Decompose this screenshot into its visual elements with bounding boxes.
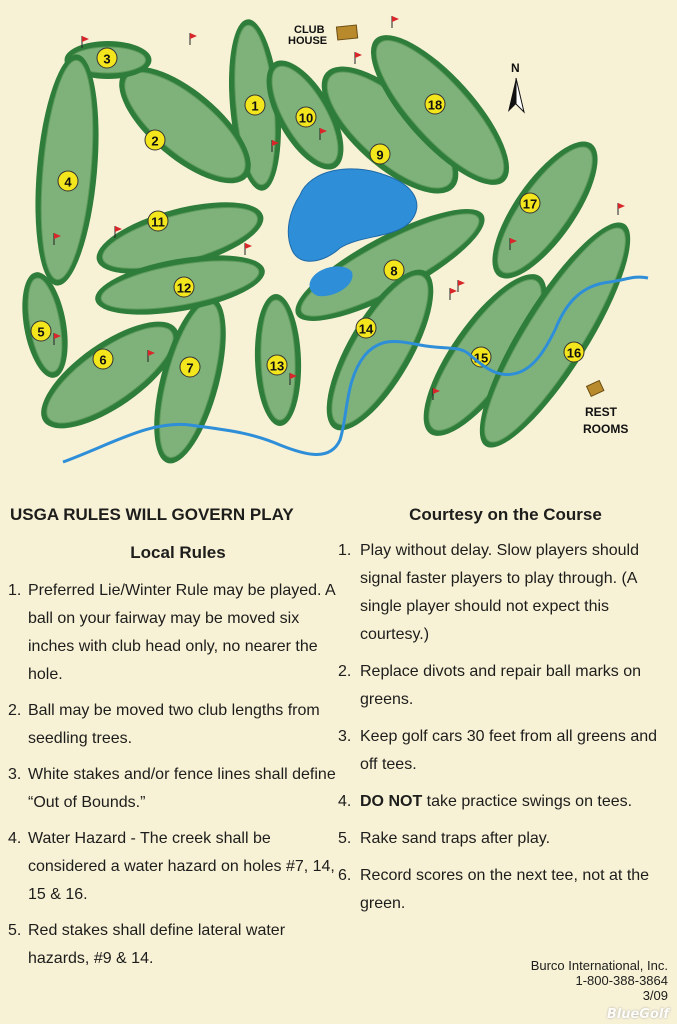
usga-heading: USGA RULES WILL GOVERN PLAY — [10, 505, 294, 524]
right-column — [338, 505, 673, 927]
hole-number: 3 — [103, 51, 111, 67]
hole-number: 14 — [358, 321, 374, 337]
rule-number: 3. — [338, 728, 352, 745]
rule-emphasis: DO NOT — [360, 793, 423, 810]
local-rule-item — [8, 825, 338, 909]
north-arrow-icon — [508, 61, 524, 112]
publisher-name: Burco International, Inc. — [530, 958, 668, 973]
courtesy-item — [338, 723, 673, 779]
clubhouse-label-line1: CLUB — [294, 24, 325, 36]
rule-number: 5. — [8, 922, 22, 939]
left-column — [8, 505, 338, 981]
watermark: BlueGolf — [606, 1007, 669, 1022]
rule-text: Red stakes shall define lateral water hazards, #9 & 14. — [28, 922, 286, 967]
courtesy-item — [338, 788, 673, 816]
rule-number: 2. — [338, 663, 352, 680]
flag-icon — [450, 288, 457, 294]
courtesy-item — [338, 825, 673, 853]
rule-text: Ball may be moved two club lengths from seedling trees. — [28, 702, 320, 747]
hole-7 — [140, 288, 241, 471]
hole-number: 2 — [151, 133, 159, 149]
hole-number: 18 — [427, 97, 443, 113]
hole-number: 13 — [269, 358, 285, 374]
local-rule-item — [8, 917, 338, 973]
rule-number: 1. — [338, 542, 352, 559]
rule-text: Play without delay. Slow players should signal faster players to play through. (A single player should not expect this courtesy.) — [360, 542, 639, 643]
north-label: N — [511, 61, 520, 75]
rule-number: 4. — [8, 830, 22, 847]
rule-number: 6. — [338, 867, 352, 884]
flag-icon — [618, 203, 625, 209]
rule-number: 5. — [338, 830, 352, 847]
local-rules-list — [8, 577, 338, 973]
local-rules-heading: Local Rules — [130, 543, 226, 562]
courtesy-item — [338, 658, 673, 714]
local-rule-item — [8, 697, 338, 753]
courtesy-list — [338, 537, 673, 918]
rule-number: 4. — [338, 793, 352, 810]
flag-icon — [392, 16, 399, 22]
flag-icon — [355, 52, 362, 58]
restrooms-icon — [587, 381, 604, 397]
rule-number: 2. — [8, 702, 22, 719]
hole-number: 16 — [566, 345, 582, 361]
courtesy-item — [338, 537, 673, 649]
hole-number: 8 — [390, 263, 398, 279]
hole-number: 5 — [37, 324, 45, 340]
hole-number: 12 — [176, 280, 192, 296]
rule-text: Water Hazard - The creek shall be considered a water hazard on holes #7, 14, 15 & 16. — [28, 830, 335, 903]
rule-text: Record scores on the next tee, not at the green. — [360, 867, 650, 912]
hole-number: 10 — [298, 110, 314, 126]
hole-5 — [15, 269, 75, 382]
courtesy-heading: Courtesy on the Course — [409, 505, 602, 524]
hole-number: 11 — [151, 214, 165, 230]
hole-number: 17 — [522, 196, 538, 212]
hole-13 — [253, 293, 304, 427]
restrooms-label-line1: REST — [585, 405, 618, 419]
publisher-date: 3/09 — [642, 988, 668, 1003]
rule-text — [360, 788, 673, 816]
publisher-phone: 1-800-388-3864 — [575, 973, 668, 988]
rule-number: 3. — [8, 766, 22, 783]
hole-number: 7 — [186, 360, 194, 376]
flag-icon — [458, 280, 465, 286]
rule-text-rest: take practice swings on tees. — [422, 793, 633, 810]
rule-text: Replace divots and repair ball marks on greens. — [360, 663, 642, 708]
flag-icon — [190, 33, 197, 39]
local-rule-item — [8, 577, 338, 689]
flag-icon — [82, 36, 89, 42]
hole-number: 1 — [251, 98, 259, 114]
hole-4 — [27, 52, 107, 288]
hole-number: 15 — [473, 350, 489, 366]
clubhouse-icon — [336, 25, 357, 40]
courtesy-item — [338, 862, 673, 918]
course-map — [0, 0, 677, 480]
rule-text: Preferred Lie/Winter Rule may be played. A ball on your fairway may be moved six inches with club head only, no nearer the hole. — [28, 582, 335, 683]
hole-number: 4 — [64, 174, 72, 190]
rule-text: Rake sand traps after play. — [360, 830, 551, 847]
clubhouse-label-line2: HOUSE — [288, 35, 328, 47]
hole-number: 9 — [376, 147, 384, 163]
hole-number: 6 — [99, 352, 107, 368]
hole-fairway — [34, 58, 101, 281]
restrooms-label-line2: ROOMS — [583, 422, 629, 436]
flag-icon — [245, 243, 252, 249]
local-rule-item — [8, 761, 338, 817]
rule-text: Keep golf cars 30 feet from all greens and off tees. — [360, 728, 658, 773]
rule-number: 1. — [8, 582, 22, 599]
rule-text: White stakes and/or fence lines shall define “Out of Bounds.” — [28, 766, 336, 811]
publisher-info — [490, 958, 668, 1003]
